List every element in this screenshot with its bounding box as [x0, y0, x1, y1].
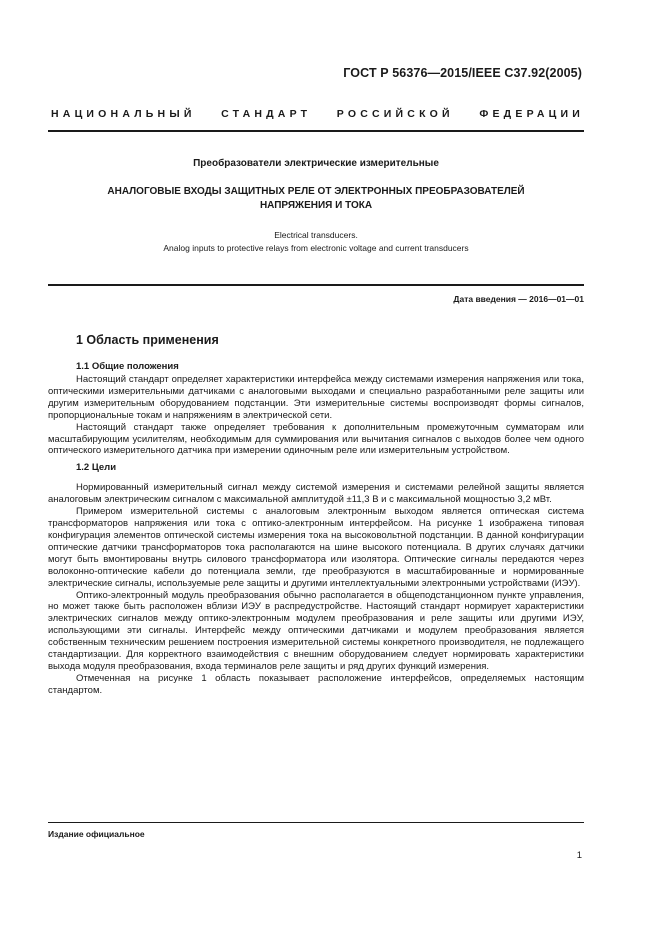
section-1-heading: 1 Область применения — [76, 333, 219, 347]
section-1-2-paragraph-1: Нормированный измерительный сигнал между системой измерения и системами релейной защиты является аналоговым электрическим сигналом с максимальной амплитудой ±11,3 В и с максимальной мощностью 3,2 мВт. — [48, 482, 584, 506]
group-title: Преобразователи электрические измерительные — [193, 158, 439, 169]
section-1-2-heading: 1.2 Цели — [76, 462, 117, 474]
introduction-date: Дата введения — 2016—01—01 — [453, 294, 584, 304]
title-rule — [48, 284, 584, 286]
section-1-1-heading: 1.1 Общие положения — [76, 361, 179, 372]
section-1-2-paragraph-4: Отмеченная на рисунке 1 область показывает расположение интерфейсов, определяемых настоящим стандартом. — [48, 672, 584, 696]
english-title-line-2: Analog inputs to protective relays from electronic voltage and current transducers — [163, 243, 469, 253]
english-title — [48, 229, 584, 255]
main-title-line-1: АНАЛОГОВЫЕ ВХОДЫ ЗАЩИТНЫХ РЕЛЕ ОТ ЭЛЕКТРОННЫХ ПРЕОБРАЗОВАТЕЛЕЙ — [107, 186, 525, 197]
section-1-1-paragraph-1: Настоящий стандарт определяет характеристики интерфейса между системами измерения напряжения или тока, оптическими измерительными датчиками с аналоговыми выходами и специально разработанными реле защиты или другим измерительным оборудованием подстанции. Эти измерительные системы воспроизводят формы сигналов, пропорциональные токам и напряжениям в электрической сети. — [48, 374, 584, 421]
header-rule — [48, 130, 584, 132]
page-number: 1 — [576, 850, 582, 861]
section-1-1-paragraph-2: Настоящий стандарт также определяет требования к дополнительным промежуточным сумматорам или масштабирующим усилителям, необходимым для суммирования или вычитания сигналов с выходов более чем одного оптического измерительного датчика при измерении одиночным реле или измерительным устройством. — [48, 421, 584, 457]
section-1-2-paragraph-3: Оптико-электронный модуль преобразования обычно располагается в общеподстанционном пункте управления, но может также быть расположен вблизи ИЭУ в распредустройстве. Настоящий стандарт нормирует характеристики электрических сигналов между оптико-электронным модулем преобразования и реле защиты или другими ИЭУ, использующими эти сигналы. Интерфейс между оптическими датчиками и модулем преобразования является собственным техническим решением построения измерительной системы конкретного производителя, не подлежащего стандартизации. Для корректного взаимодействия с внешним оборудованием следует нормировать характеристики выхода модуля преобразования, входа терминалов реле защиты и ряд других функций измерения. — [48, 589, 584, 672]
edition-label: Издание официальное — [48, 829, 145, 839]
english-title-line-1: Electrical transducers. — [274, 230, 358, 240]
standard-number: ГОСТ Р 56376—2015/IEEE C37.92(2005) — [343, 66, 582, 80]
main-title — [48, 185, 584, 213]
footer-rule — [48, 822, 584, 823]
national-standard-header: НАЦИОНАЛЬНЫЙ СТАНДАРТ РОССИЙСКОЙ ФЕДЕРАЦИИ — [51, 108, 584, 120]
section-1-2-paragraph-2: Примером измерительной системы с аналоговым электронным выходом является оптическая система трансформаторов напряжения или тока с оптико-электронным интерфейсом. На рисунке 1 изображена типовая конфигурация элементов оптической системы измерения тока на высоковольтной подстанции. В данной конфигурации оптические датчики трансформаторов тока располагаются на шине высокого потенциала. В других случаях датчики могут быть вмонтированы внутрь силового трансформатора или изолятора. Оптические сигналы передаются через волоконно-оптические кабели до потенциала земли, где преобразуются в масштабированные и нормированные электрические сигналы, используемые реле защиты и другими интеллектуальными электронными устройствами (ИЭУ). — [48, 506, 584, 589]
main-title-line-2: НАПРЯЖЕНИЯ И ТОКА — [259, 200, 373, 211]
document-body — [48, 330, 584, 697]
